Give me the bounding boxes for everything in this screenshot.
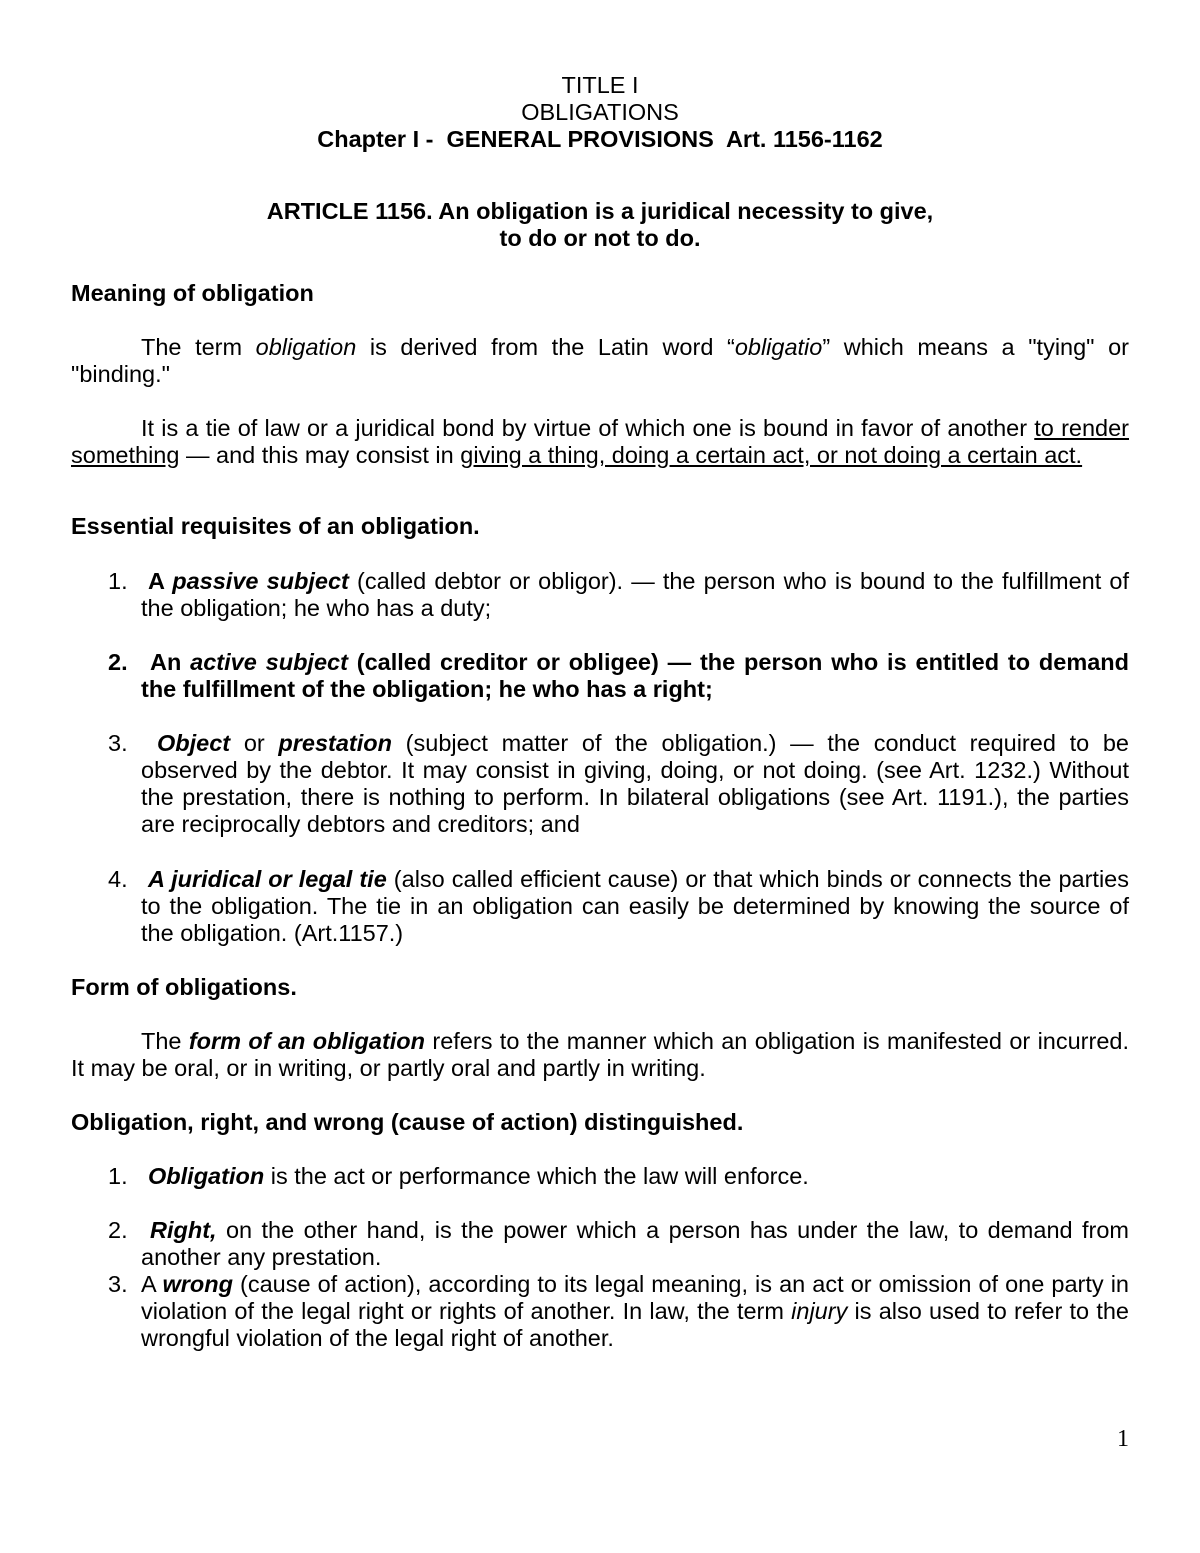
- article-line-2: to do or not to do.: [499, 225, 701, 251]
- text-run: A: [148, 568, 173, 594]
- list-item-distinguished-2: [71, 1217, 1129, 1271]
- text-run: is also used to refer to the wrongful violation of the legal right of another.: [141, 1298, 1129, 1351]
- text-run: A: [141, 1271, 163, 1297]
- bold-italic-term: A juridical or legal tie: [148, 866, 387, 892]
- list-number: 2.: [108, 649, 128, 675]
- text-run: The term: [141, 334, 256, 360]
- text-run: on the other hand, is the power which a person has under the law, to demand from another any prestation.: [141, 1217, 1129, 1270]
- italic-term: obligation: [255, 334, 357, 360]
- text-run: (also called efficient cause) or that which binds or connects the parties to the obligation. The tie in an obligation can easily be determined by knowing the source of the obligation. (Art.1157.): [141, 866, 1129, 946]
- paragraph-form: [71, 1028, 1129, 1082]
- list-item-requisite-3: [71, 730, 1129, 838]
- text-run: (called creditor or obligee) — the person who is entitled to demand the fulfillment of the obligation; he who has a right;: [141, 649, 1130, 702]
- text-run: It is a tie of law or a juridical bond by virtue of which one is bound in favor of another: [141, 415, 1035, 441]
- list-item-requisite-4: [71, 866, 1129, 947]
- page-number: 1: [1117, 1426, 1129, 1452]
- list-item-requisite-1: [71, 568, 1129, 622]
- list-number: 2.: [108, 1217, 128, 1243]
- bold-italic-term: active subject: [190, 649, 348, 675]
- bold-italic-term: form of an obligation: [188, 1028, 426, 1054]
- subtitle-heading: OBLIGATIONS: [521, 99, 679, 125]
- bold-italic-term: Object: [157, 730, 231, 756]
- text-run: (called debtor or obligor). — the person who is bound to the fulfillment of the obligation; he who has a duty;: [141, 568, 1129, 621]
- text-run: is derived from the Latin word “: [356, 334, 735, 360]
- underlined-text: giving a thing, doing a certain act, or not doing a certain act.: [460, 442, 1083, 468]
- paragraph-meaning-2: [71, 415, 1129, 469]
- chapter-heading: Chapter I - GENERAL PROVISIONS Art. 1156-1162: [317, 126, 883, 152]
- bold-italic-term: Obligation: [148, 1163, 265, 1189]
- text-run: (cause of action), according to its legal meaning, is an act or omission of one party in violation of the legal right or rights of another. In law, the term: [141, 1271, 1129, 1324]
- title-heading: TITLE I: [561, 72, 639, 98]
- bold-italic-term: prestation: [278, 730, 392, 756]
- text-run: ” which means a "tying" or "binding.": [71, 334, 1130, 387]
- bold-italic-term: passive subject: [172, 568, 349, 594]
- article-line-1: ARTICLE 1156. An obligation is a juridical necessity to give,: [266, 198, 934, 224]
- text-run: The: [141, 1028, 189, 1054]
- text-run: (subject matter of the obligation.) — the conduct required to be observed by the debtor. It may consist in giving, doing, or not doing. (see Art. 1232.) Without the prestation, there is nothing to perform. In bilateral obligations (see Art. 1191.), the parties are reciprocally debtors and creditors; and: [141, 730, 1129, 837]
- title-block: [71, 72, 1129, 153]
- list-item-distinguished-1: [71, 1163, 1129, 1190]
- list-number: 3.: [108, 730, 128, 756]
- text-run: or: [230, 730, 279, 756]
- bold-italic-term: wrong: [162, 1271, 233, 1297]
- text-run: is the act or performance which the law will enforce.: [264, 1163, 809, 1189]
- text-run: — and this may consist in: [179, 442, 461, 468]
- text-run: refers to the manner which an obligation is manifested or incurred. It may be oral, or in writing, or partly oral and partly in writing.: [71, 1028, 1130, 1081]
- list-number: 1.: [108, 568, 128, 594]
- italic-term: injury: [791, 1298, 848, 1324]
- section-heading-requisites: Essential requisites of an obligation.: [71, 513, 480, 539]
- section-heading-form: Form of obligations.: [71, 974, 297, 1000]
- section-heading-meaning: Meaning of obligation: [71, 280, 314, 306]
- text-run: An: [150, 649, 191, 675]
- list-item-distinguished-3: [71, 1271, 1129, 1352]
- section-heading-distinguished: Obligation, right, and wrong (cause of action) distinguished.: [71, 1109, 744, 1135]
- list-number: 1.: [108, 1163, 128, 1189]
- article-heading: [71, 198, 1129, 252]
- bold-italic-term: Right,: [150, 1217, 217, 1243]
- paragraph-meaning-1: [71, 334, 1129, 388]
- list-number: 3.: [108, 1271, 128, 1297]
- list-number: 4.: [108, 866, 128, 892]
- italic-term: obligatio: [734, 334, 823, 360]
- underlined-text: to render something: [71, 415, 1129, 468]
- list-item-requisite-2: [71, 649, 1129, 703]
